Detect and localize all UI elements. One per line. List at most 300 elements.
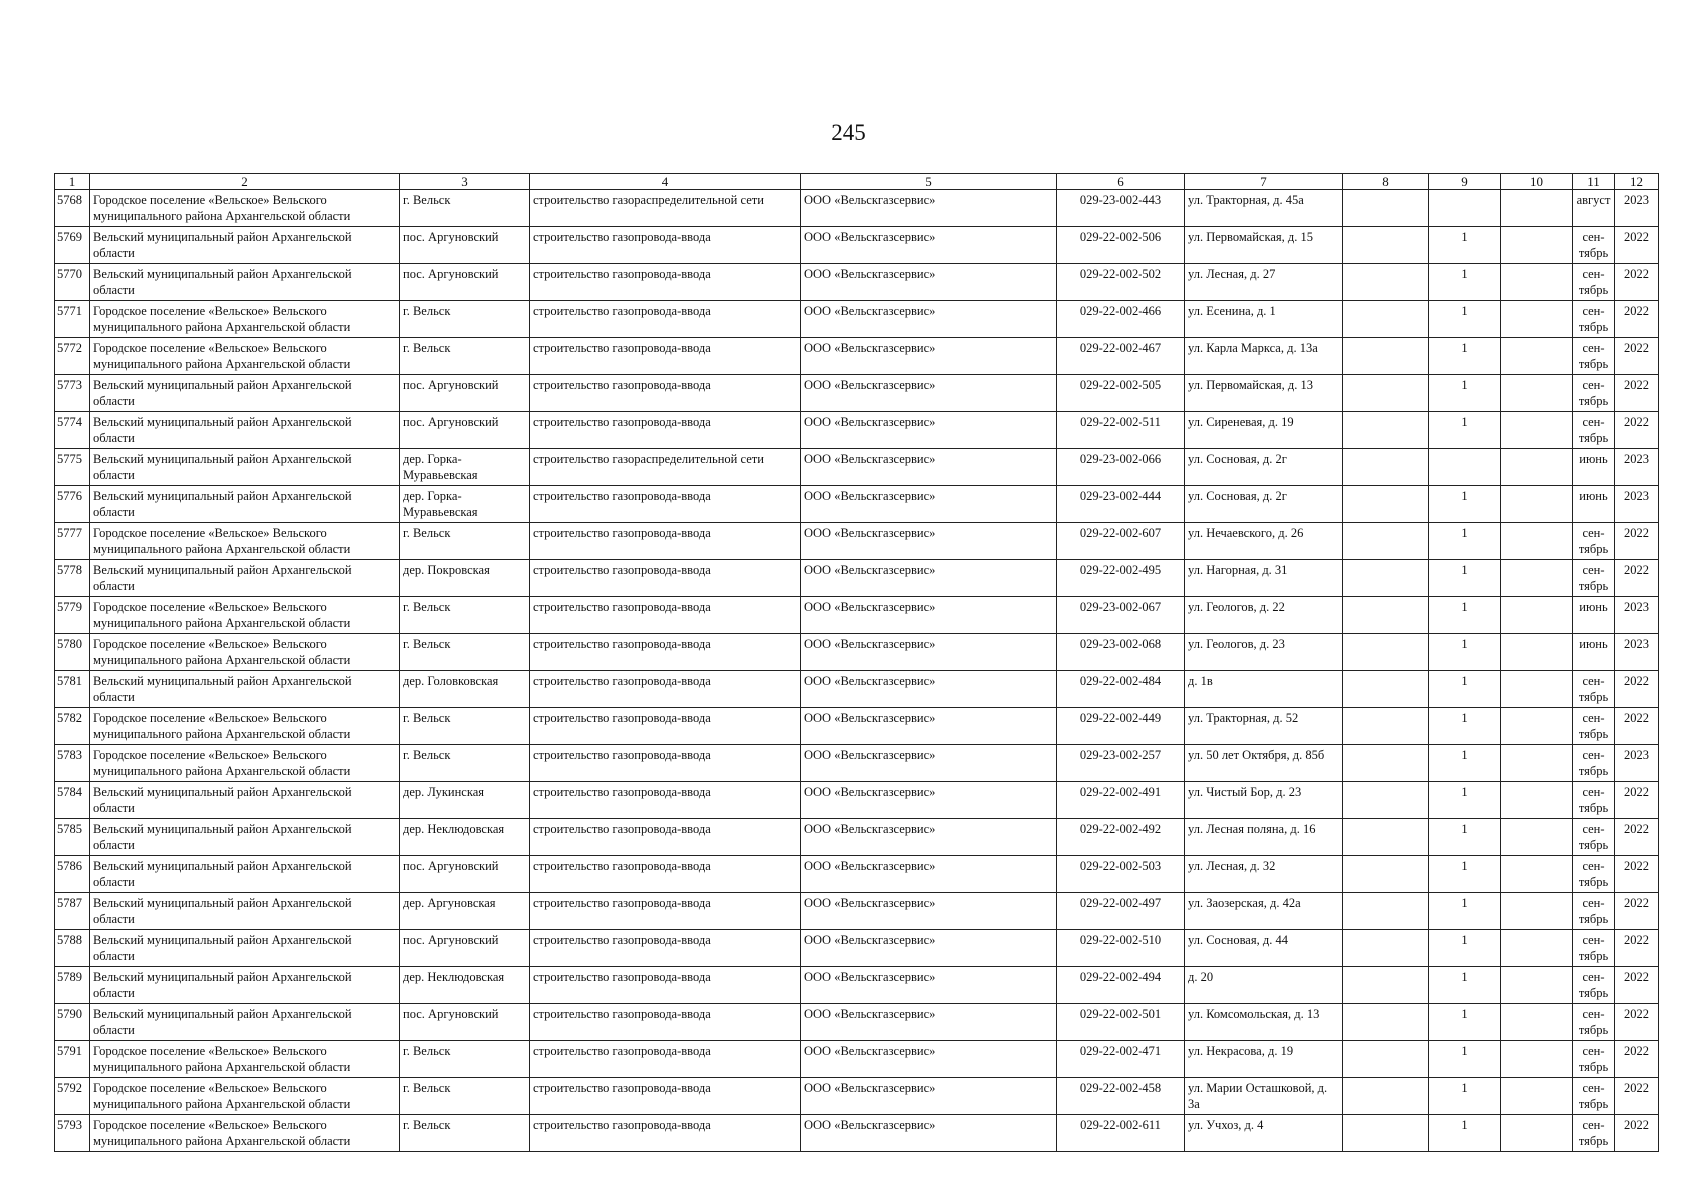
municipality-cell: Вельский муниципальный район Архангельской области	[90, 486, 400, 523]
col8-cell	[1343, 1078, 1429, 1115]
year-cell: 2022	[1615, 412, 1659, 449]
organization-cell: ООО «Вельскгазсервис»	[801, 1004, 1057, 1041]
month-cell: сен-тябрь	[1573, 412, 1615, 449]
year-cell: 2023	[1615, 634, 1659, 671]
object-code-cell: 029-22-002-502	[1057, 264, 1185, 301]
row-number: 5776	[55, 486, 90, 523]
object-code-cell: 029-22-002-494	[1057, 967, 1185, 1004]
settlement-cell: г. Вельск	[400, 708, 530, 745]
address-cell: ул. Тракторная, д. 45а	[1185, 190, 1343, 227]
row-number: 5769	[55, 227, 90, 264]
row-number: 5783	[55, 745, 90, 782]
col8-cell	[1343, 523, 1429, 560]
row-number: 5784	[55, 782, 90, 819]
year-cell: 2022	[1615, 1041, 1659, 1078]
col10-cell	[1501, 449, 1573, 486]
month-cell: август	[1573, 190, 1615, 227]
work-type-cell: строительство газопровода-ввода	[530, 1004, 801, 1041]
municipality-cell: Городское поселение «Вельское» Вельского муниципального района Архангельской области	[90, 1115, 400, 1152]
organization-cell: ООО «Вельскгазсервис»	[801, 190, 1057, 227]
address-cell: ул. Марии Осташковой, д. 3а	[1185, 1078, 1343, 1115]
work-type-cell: строительство газопровода-ввода	[530, 893, 801, 930]
organization-cell: ООО «Вельскгазсервис»	[801, 597, 1057, 634]
col10-cell	[1501, 412, 1573, 449]
year-cell: 2022	[1615, 671, 1659, 708]
table-row	[55, 1004, 1659, 1041]
month-cell: сен-тябрь	[1573, 375, 1615, 412]
object-code-cell: 029-22-002-511	[1057, 412, 1185, 449]
count-cell: 1	[1429, 856, 1501, 893]
object-code-cell: 029-22-002-467	[1057, 338, 1185, 375]
municipality-cell: Вельский муниципальный район Архангельской области	[90, 412, 400, 449]
address-cell: ул. Лесная, д. 32	[1185, 856, 1343, 893]
organization-cell: ООО «Вельскгазсервис»	[801, 708, 1057, 745]
organization-cell: ООО «Вельскгазсервис»	[801, 634, 1057, 671]
month-cell: июнь	[1573, 486, 1615, 523]
col8-cell	[1343, 338, 1429, 375]
col10-cell	[1501, 375, 1573, 412]
municipality-cell: Вельский муниципальный район Архангельской области	[90, 930, 400, 967]
count-cell: 1	[1429, 227, 1501, 264]
table-row	[55, 967, 1659, 1004]
table-row	[55, 708, 1659, 745]
settlement-cell: дер. Головковская	[400, 671, 530, 708]
work-type-cell: строительство газопровода-ввода	[530, 1078, 801, 1115]
month-cell: сен-тябрь	[1573, 819, 1615, 856]
object-code-cell: 029-23-002-066	[1057, 449, 1185, 486]
address-cell: ул. Некрасова, д. 19	[1185, 1041, 1343, 1078]
organization-cell: ООО «Вельскгазсервис»	[801, 1115, 1057, 1152]
row-number: 5788	[55, 930, 90, 967]
year-cell: 2022	[1615, 1004, 1659, 1041]
organization-cell: ООО «Вельскгазсервис»	[801, 745, 1057, 782]
municipality-cell: Городское поселение «Вельское» Вельского муниципального района Архангельской области	[90, 1041, 400, 1078]
col10-cell	[1501, 634, 1573, 671]
work-type-cell: строительство газопровода-ввода	[530, 227, 801, 264]
month-cell: сен-тябрь	[1573, 930, 1615, 967]
settlement-cell: г. Вельск	[400, 301, 530, 338]
year-cell: 2022	[1615, 708, 1659, 745]
work-type-cell: строительство газопровода-ввода	[530, 856, 801, 893]
year-cell: 2022	[1615, 1115, 1659, 1152]
col8-cell	[1343, 190, 1429, 227]
table-row	[55, 1041, 1659, 1078]
count-cell: 1	[1429, 375, 1501, 412]
municipality-cell: Городское поселение «Вельское» Вельского муниципального района Архангельской области	[90, 523, 400, 560]
object-code-cell: 029-22-002-497	[1057, 893, 1185, 930]
table-row	[55, 819, 1659, 856]
count-cell: 1	[1429, 523, 1501, 560]
count-cell: 1	[1429, 1078, 1501, 1115]
row-number: 5786	[55, 856, 90, 893]
table-row	[55, 671, 1659, 708]
col10-cell	[1501, 227, 1573, 264]
object-code-cell: 029-22-002-506	[1057, 227, 1185, 264]
address-cell: ул. Первомайская, д. 13	[1185, 375, 1343, 412]
organization-cell: ООО «Вельскгазсервис»	[801, 671, 1057, 708]
col10-cell	[1501, 1004, 1573, 1041]
table-row	[55, 597, 1659, 634]
table-row	[55, 449, 1659, 486]
work-type-cell: строительство газопровода-ввода	[530, 967, 801, 1004]
col8-cell	[1343, 819, 1429, 856]
month-cell: сен-тябрь	[1573, 671, 1615, 708]
column-header: 1	[55, 174, 90, 190]
col10-cell	[1501, 671, 1573, 708]
column-header: 6	[1057, 174, 1185, 190]
row-number: 5781	[55, 671, 90, 708]
col10-cell	[1501, 967, 1573, 1004]
settlement-cell: г. Вельск	[400, 745, 530, 782]
col10-cell	[1501, 930, 1573, 967]
address-cell: ул. Чистый Бор, д. 23	[1185, 782, 1343, 819]
organization-cell: ООО «Вельскгазсервис»	[801, 1041, 1057, 1078]
object-code-cell: 029-22-002-484	[1057, 671, 1185, 708]
month-cell: сен-тябрь	[1573, 560, 1615, 597]
object-code-cell: 029-22-002-505	[1057, 375, 1185, 412]
column-header: 8	[1343, 174, 1429, 190]
organization-cell: ООО «Вельскгазсервис»	[801, 560, 1057, 597]
row-number: 5791	[55, 1041, 90, 1078]
count-cell: 1	[1429, 782, 1501, 819]
row-number: 5770	[55, 264, 90, 301]
work-type-cell: строительство газопровода-ввода	[530, 523, 801, 560]
object-code-cell: 029-22-002-491	[1057, 782, 1185, 819]
settlement-cell: г. Вельск	[400, 1078, 530, 1115]
year-cell: 2022	[1615, 856, 1659, 893]
col10-cell	[1501, 856, 1573, 893]
row-number: 5777	[55, 523, 90, 560]
organization-cell: ООО «Вельскгазсервис»	[801, 893, 1057, 930]
column-header: 9	[1429, 174, 1501, 190]
table-row	[55, 893, 1659, 930]
month-cell: сен-тябрь	[1573, 1078, 1615, 1115]
month-cell: сен-тябрь	[1573, 893, 1615, 930]
year-cell: 2022	[1615, 893, 1659, 930]
settlement-cell: дер. Неклюдовская	[400, 967, 530, 1004]
address-cell: ул. Нечаевского, д. 26	[1185, 523, 1343, 560]
col10-cell	[1501, 523, 1573, 560]
municipality-cell: Вельский муниципальный район Архангельской области	[90, 264, 400, 301]
address-cell: ул. Сосновая, д. 2г	[1185, 486, 1343, 523]
column-header: 11	[1573, 174, 1615, 190]
year-cell: 2023	[1615, 597, 1659, 634]
work-type-cell: строительство газопровода-ввода	[530, 634, 801, 671]
table-row	[55, 856, 1659, 893]
count-cell: 1	[1429, 486, 1501, 523]
col8-cell	[1343, 449, 1429, 486]
organization-cell: ООО «Вельскгазсервис»	[801, 227, 1057, 264]
municipality-cell: Городское поселение «Вельское» Вельского муниципального района Архангельской области	[90, 597, 400, 634]
count-cell: 1	[1429, 560, 1501, 597]
organization-cell: ООО «Вельскгазсервис»	[801, 486, 1057, 523]
work-type-cell: строительство газопровода-ввода	[530, 264, 801, 301]
row-number: 5779	[55, 597, 90, 634]
organization-cell: ООО «Вельскгазсервис»	[801, 819, 1057, 856]
month-cell: сен-тябрь	[1573, 523, 1615, 560]
organization-cell: ООО «Вельскгазсервис»	[801, 301, 1057, 338]
address-cell: ул. Учхоз, д. 4	[1185, 1115, 1343, 1152]
address-cell: ул. Первомайская, д. 15	[1185, 227, 1343, 264]
municipality-cell: Городское поселение «Вельское» Вельского муниципального района Архангельской области	[90, 634, 400, 671]
count-cell: 1	[1429, 597, 1501, 634]
address-cell: ул. Нагорная, д. 31	[1185, 560, 1343, 597]
work-type-cell: строительство газопровода-ввода	[530, 375, 801, 412]
object-code-cell: 029-23-002-068	[1057, 634, 1185, 671]
municipality-cell: Вельский муниципальный район Архангельской области	[90, 967, 400, 1004]
year-cell: 2023	[1615, 486, 1659, 523]
count-cell: 1	[1429, 264, 1501, 301]
column-header: 5	[801, 174, 1057, 190]
table-row	[55, 338, 1659, 375]
settlement-cell: дер. Горка-Муравьевская	[400, 449, 530, 486]
month-cell: сен-тябрь	[1573, 967, 1615, 1004]
municipality-cell: Городское поселение «Вельское» Вельского муниципального района Архангельской области	[90, 708, 400, 745]
settlement-cell: дер. Лукинская	[400, 782, 530, 819]
col8-cell	[1343, 1115, 1429, 1152]
organization-cell: ООО «Вельскгазсервис»	[801, 1078, 1057, 1115]
municipality-cell: Вельский муниципальный район Архангельской области	[90, 375, 400, 412]
count-cell: 1	[1429, 930, 1501, 967]
col10-cell	[1501, 893, 1573, 930]
col8-cell	[1343, 486, 1429, 523]
month-cell: июнь	[1573, 449, 1615, 486]
work-type-cell: строительство газопровода-ввода	[530, 560, 801, 597]
count-cell: 1	[1429, 1004, 1501, 1041]
month-cell: сен-тябрь	[1573, 708, 1615, 745]
municipality-cell: Вельский муниципальный район Архангельской области	[90, 782, 400, 819]
address-cell: д. 1в	[1185, 671, 1343, 708]
object-code-cell: 029-22-002-510	[1057, 930, 1185, 967]
row-number: 5787	[55, 893, 90, 930]
col8-cell	[1343, 967, 1429, 1004]
address-cell: ул. Карла Маркса, д. 13а	[1185, 338, 1343, 375]
table-row	[55, 375, 1659, 412]
row-number: 5774	[55, 412, 90, 449]
col10-cell	[1501, 708, 1573, 745]
year-cell: 2023	[1615, 190, 1659, 227]
address-cell: ул. Сосновая, д. 2г	[1185, 449, 1343, 486]
work-type-cell: строительство газопровода-ввода	[530, 301, 801, 338]
col8-cell	[1343, 745, 1429, 782]
object-code-cell: 029-22-002-449	[1057, 708, 1185, 745]
row-number: 5771	[55, 301, 90, 338]
month-cell: сен-тябрь	[1573, 264, 1615, 301]
organization-cell: ООО «Вельскгазсервис»	[801, 967, 1057, 1004]
column-header: 3	[400, 174, 530, 190]
work-type-cell: строительство газопровода-ввода	[530, 597, 801, 634]
row-number: 5778	[55, 560, 90, 597]
settlement-cell: г. Вельск	[400, 338, 530, 375]
work-type-cell: строительство газопровода-ввода	[530, 819, 801, 856]
object-code-cell: 029-23-002-444	[1057, 486, 1185, 523]
count-cell: 1	[1429, 967, 1501, 1004]
settlement-cell: г. Вельск	[400, 1041, 530, 1078]
object-code-cell: 029-22-002-466	[1057, 301, 1185, 338]
row-number: 5790	[55, 1004, 90, 1041]
column-header: 7	[1185, 174, 1343, 190]
municipality-cell: Вельский муниципальный район Архангельской области	[90, 560, 400, 597]
table-row	[55, 227, 1659, 264]
year-cell: 2022	[1615, 782, 1659, 819]
month-cell: сен-тябрь	[1573, 1041, 1615, 1078]
work-type-cell: строительство газораспределительной сети	[530, 190, 801, 227]
settlement-cell: г. Вельск	[400, 597, 530, 634]
address-cell: ул. Сосновая, д. 44	[1185, 930, 1343, 967]
row-number: 5792	[55, 1078, 90, 1115]
settlement-cell: пос. Аргуновский	[400, 856, 530, 893]
col8-cell	[1343, 634, 1429, 671]
year-cell: 2022	[1615, 523, 1659, 560]
work-type-cell: строительство газопровода-ввода	[530, 671, 801, 708]
col10-cell	[1501, 745, 1573, 782]
col8-cell	[1343, 930, 1429, 967]
col8-cell	[1343, 893, 1429, 930]
settlement-cell: г. Вельск	[400, 1115, 530, 1152]
settlement-cell: дер. Горка-Муравьевская	[400, 486, 530, 523]
municipality-cell: Городское поселение «Вельское» Вельского муниципального района Архангельской области	[90, 745, 400, 782]
object-code-cell: 029-22-002-495	[1057, 560, 1185, 597]
count-cell: 1	[1429, 708, 1501, 745]
row-number: 5789	[55, 967, 90, 1004]
address-cell: ул. Комсомольская, д. 13	[1185, 1004, 1343, 1041]
settlement-cell: пос. Аргуновский	[400, 375, 530, 412]
settlement-cell: пос. Аргуновский	[400, 1004, 530, 1041]
municipality-cell: Вельский муниципальный район Архангельской области	[90, 1004, 400, 1041]
col10-cell	[1501, 486, 1573, 523]
year-cell: 2022	[1615, 227, 1659, 264]
work-type-cell: строительство газопровода-ввода	[530, 930, 801, 967]
count-cell	[1429, 190, 1501, 227]
year-cell: 2022	[1615, 930, 1659, 967]
column-header: 4	[530, 174, 801, 190]
work-type-cell: строительство газораспределительной сети	[530, 449, 801, 486]
month-cell: июнь	[1573, 597, 1615, 634]
count-cell: 1	[1429, 893, 1501, 930]
year-cell: 2022	[1615, 560, 1659, 597]
work-type-cell: строительство газопровода-ввода	[530, 1115, 801, 1152]
col10-cell	[1501, 1041, 1573, 1078]
settlement-cell: г. Вельск	[400, 190, 530, 227]
row-number: 5773	[55, 375, 90, 412]
municipality-cell: Городское поселение «Вельское» Вельского муниципального района Архангельской области	[90, 190, 400, 227]
settlement-cell: дер. Аргуновская	[400, 893, 530, 930]
month-cell: сен-тябрь	[1573, 856, 1615, 893]
address-cell: ул. Есенина, д. 1	[1185, 301, 1343, 338]
count-cell: 1	[1429, 338, 1501, 375]
col8-cell	[1343, 375, 1429, 412]
year-cell: 2022	[1615, 819, 1659, 856]
municipality-cell: Городское поселение «Вельское» Вельского муниципального района Архангельской области	[90, 338, 400, 375]
object-code-cell: 029-22-002-492	[1057, 819, 1185, 856]
count-cell: 1	[1429, 819, 1501, 856]
year-cell: 2022	[1615, 1078, 1659, 1115]
count-cell: 1	[1429, 1041, 1501, 1078]
settlement-cell: пос. Аргуновский	[400, 264, 530, 301]
work-type-cell: строительство газопровода-ввода	[530, 338, 801, 375]
work-type-cell: строительство газопровода-ввода	[530, 708, 801, 745]
address-cell: ул. Сиреневая, д. 19	[1185, 412, 1343, 449]
address-cell: ул. Лесная, д. 27	[1185, 264, 1343, 301]
settlement-cell: пос. Аргуновский	[400, 930, 530, 967]
year-cell: 2022	[1615, 264, 1659, 301]
table-row	[55, 745, 1659, 782]
col8-cell	[1343, 412, 1429, 449]
month-cell: сен-тябрь	[1573, 338, 1615, 375]
col8-cell	[1343, 227, 1429, 264]
object-code-cell: 029-23-002-443	[1057, 190, 1185, 227]
col10-cell	[1501, 819, 1573, 856]
municipality-cell: Вельский муниципальный район Архангельской области	[90, 819, 400, 856]
work-type-cell: строительство газопровода-ввода	[530, 745, 801, 782]
col8-cell	[1343, 1004, 1429, 1041]
col8-cell	[1343, 782, 1429, 819]
month-cell: сен-тябрь	[1573, 782, 1615, 819]
object-code-cell: 029-22-002-503	[1057, 856, 1185, 893]
settlement-cell: дер. Неклюдовская	[400, 819, 530, 856]
table-row	[55, 523, 1659, 560]
organization-cell: ООО «Вельскгазсервис»	[801, 264, 1057, 301]
count-cell: 1	[1429, 634, 1501, 671]
municipality-cell: Вельский муниципальный район Архангельской области	[90, 856, 400, 893]
count-cell: 1	[1429, 745, 1501, 782]
address-cell: ул. Геологов, д. 22	[1185, 597, 1343, 634]
year-cell: 2023	[1615, 745, 1659, 782]
row-number: 5780	[55, 634, 90, 671]
organization-cell: ООО «Вельскгазсервис»	[801, 782, 1057, 819]
organization-cell: ООО «Вельскгазсервис»	[801, 375, 1057, 412]
col10-cell	[1501, 1078, 1573, 1115]
year-cell: 2022	[1615, 375, 1659, 412]
table-row	[55, 1115, 1659, 1152]
object-code-cell: 029-22-002-611	[1057, 1115, 1185, 1152]
year-cell: 2022	[1615, 301, 1659, 338]
count-cell: 1	[1429, 301, 1501, 338]
address-cell: ул. Геологов, д. 23	[1185, 634, 1343, 671]
row-number: 5793	[55, 1115, 90, 1152]
settlement-cell: пос. Аргуновский	[400, 227, 530, 264]
work-type-cell: строительство газопровода-ввода	[530, 412, 801, 449]
col8-cell	[1343, 597, 1429, 634]
col10-cell	[1501, 597, 1573, 634]
object-code-cell: 029-22-002-607	[1057, 523, 1185, 560]
settlement-cell: пос. Аргуновский	[400, 412, 530, 449]
municipality-cell: Городское поселение «Вельское» Вельского муниципального района Архангельской области	[90, 1078, 400, 1115]
header-row	[55, 174, 1659, 190]
organization-cell: ООО «Вельскгазсервис»	[801, 412, 1057, 449]
organization-cell: ООО «Вельскгазсервис»	[801, 338, 1057, 375]
object-code-cell: 029-23-002-067	[1057, 597, 1185, 634]
table-row	[55, 634, 1659, 671]
table-row	[55, 560, 1659, 597]
table-row	[55, 486, 1659, 523]
col8-cell	[1343, 1041, 1429, 1078]
object-code-cell: 029-22-002-471	[1057, 1041, 1185, 1078]
count-cell: 1	[1429, 412, 1501, 449]
work-type-cell: строительство газопровода-ввода	[530, 486, 801, 523]
row-number: 5768	[55, 190, 90, 227]
column-header: 12	[1615, 174, 1659, 190]
gasification-table	[54, 173, 1659, 1152]
table-row	[55, 1078, 1659, 1115]
month-cell: сен-тябрь	[1573, 301, 1615, 338]
municipality-cell: Городское поселение «Вельское» Вельского муниципального района Архангельской области	[90, 301, 400, 338]
col8-cell	[1343, 301, 1429, 338]
col8-cell	[1343, 560, 1429, 597]
table-row	[55, 264, 1659, 301]
year-cell: 2022	[1615, 967, 1659, 1004]
month-cell: сен-тябрь	[1573, 227, 1615, 264]
